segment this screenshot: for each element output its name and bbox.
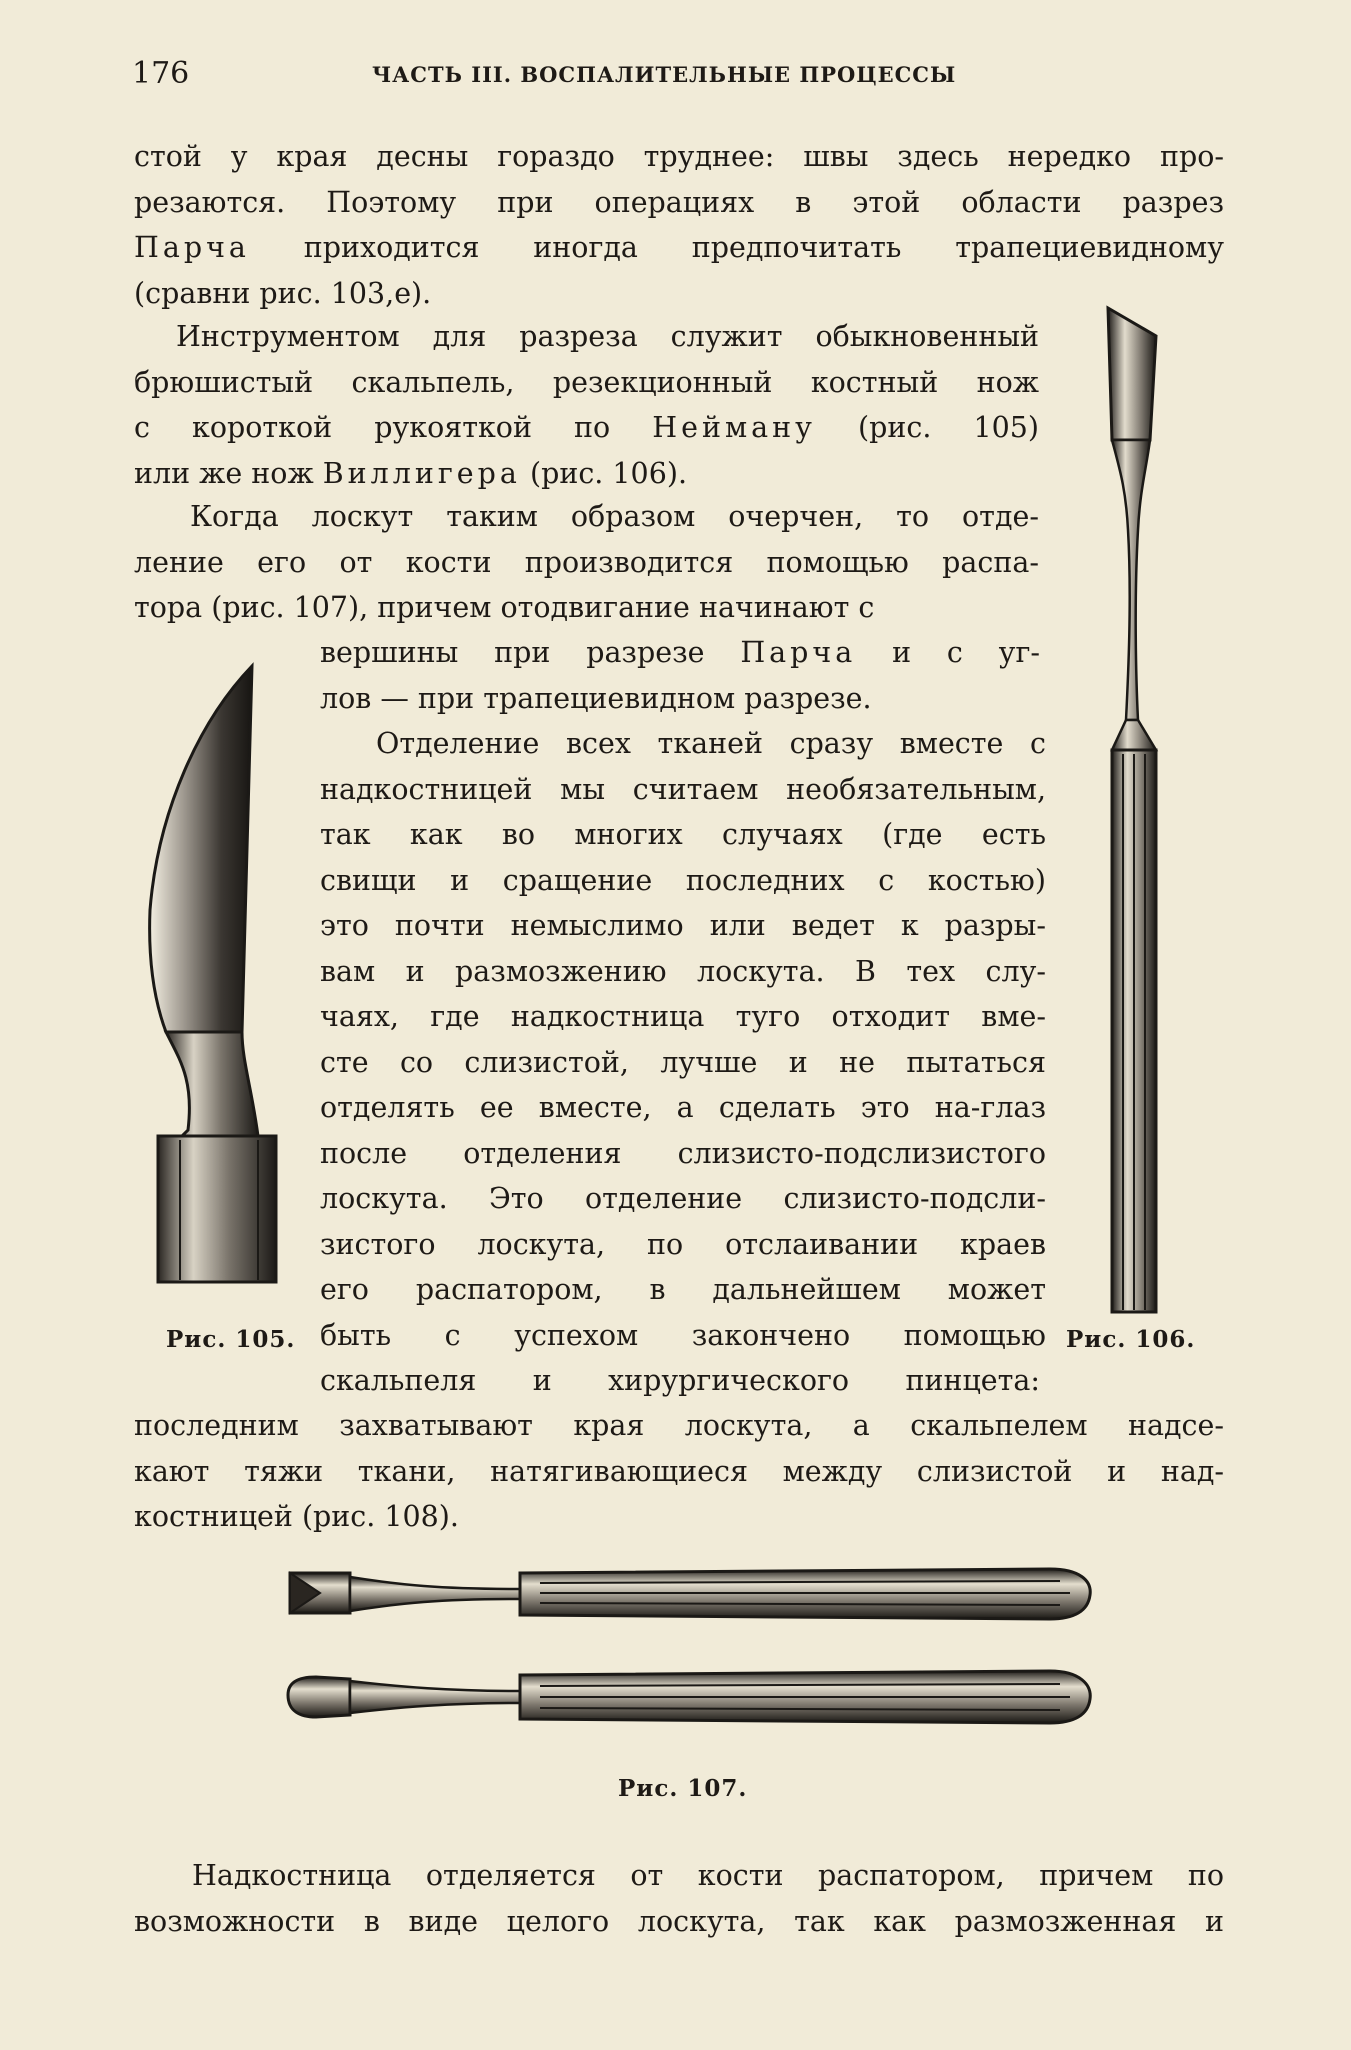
text-line: костницей (рис. 108). [134,1500,459,1533]
knife-shank [1112,440,1150,720]
text-line: возможности в виде целого лоскута, так как размозженная и [134,1904,1224,1938]
text-line: это почти немыслимо или ведет к разры- [320,909,1046,942]
text-line: после отделения слизисто-подслизистого [320,1136,1046,1170]
text-line: стой у края десны гораздо труднее: швы здесь нередко про- [134,140,1224,173]
text-line: Инструментом для разреза служит обыкновенный [176,320,1039,353]
figure-105-caption: Рис. 105. [166,1326,296,1353]
knife-blade [150,666,252,1032]
paragraph-3-continued [320,630,1040,721]
text-line: надкостницей мы считаем необязательным, [320,772,1046,806]
text-line: ление его от кости производится помощью распа- [134,545,1039,579]
text-line: отделять ее вместе, а сделать это на-глаз [320,1091,1046,1124]
author-name-neiman: Нейману [652,411,816,444]
text-line: чаях, где надкостница туго отходит вме- [320,1000,1046,1033]
figure-105-knife [140,660,300,1285]
raspatory-lower [288,1671,1090,1723]
page-header [132,56,1222,96]
text-line: Надкостница отделяется от кости распатором, причем по [192,1859,1224,1892]
paragraph-5 [134,1853,1224,1944]
running-title: ЧАСТЬ III. ВОСПАЛИТЕЛЬНЫЕ ПРОЦЕССЫ [372,62,957,87]
text-line: или же нож Виллигера (рис. 106). [134,456,687,490]
text-line: свищи и сращение последних с костью) [320,863,1046,897]
text-line: вам и размозжению лоскута. В тех слу- [320,954,1046,988]
paragraph-3 [134,494,1039,631]
text-line: скальпеля и хирургического пинцета: [320,1364,1040,1397]
knife-tip [1108,308,1156,440]
text-line: (сравни рис. 103,е). [134,276,432,310]
figure-107-raspatories [280,1555,1100,1765]
text-line: зистого лоскута, по отслаивании краев [320,1227,1046,1261]
text-line: последним захватывают края лоскута, а скальпелем надсе- [134,1409,1224,1442]
paragraph-1 [134,134,1224,316]
text-line: сте со слизистой, лучше и не пытаться [320,1045,1046,1079]
figure-107-caption: Рис. 107. [618,1775,748,1802]
author-name-parch: Парча [740,636,857,669]
text-line: кают тяжи ткани, натягивающиеся между слизистой и над- [134,1454,1224,1488]
text-line: с короткой рукояткой по Нейману (рис. 105) [134,411,1039,444]
text-line: лоскута. Это отделение слизисто-подсли- [320,1182,1046,1215]
text-line: так как во многих случаях (где есть [320,818,1046,851]
author-name-parch: Парча [134,231,250,264]
text-line: тора (рис. 107), причем отодвигание начинают с [134,591,875,624]
text-line: Парча приходится иногда предпочитать трапециевидному [134,231,1224,264]
text-line: быть с успехом закончено помощью [320,1318,1046,1352]
figure-106-caption: Рис. 106. [1066,1326,1196,1353]
text-line: резаются. Поэтому при операциях в этой области разрез [134,185,1224,219]
text-line: Когда лоскут таким образом очерчен, то отде- [190,500,1039,533]
paragraph-4-tail [134,1403,1224,1540]
paragraph-2 [134,314,1039,496]
text-line: Отделение всех тканей сразу вместе с [376,727,1046,760]
knife-collar [1112,720,1156,750]
author-name-williger: Виллигера [322,456,521,490]
text-line: брюшистый скальпель, резекционный костный нож [134,365,1039,399]
figure-106-williger-knife [1098,300,1168,1320]
raspatory-upper [290,1569,1090,1619]
paragraph-4 [320,721,1046,1404]
text-line: вершины при разрезе Парча и с уг- [320,636,1041,669]
knife-neck [166,1032,258,1136]
text-line: его распатором, в дальнейшем может [320,1273,1046,1306]
page-number: 176 [132,56,190,91]
text-line: лов — при трапециевидном разрезе. [320,681,872,715]
